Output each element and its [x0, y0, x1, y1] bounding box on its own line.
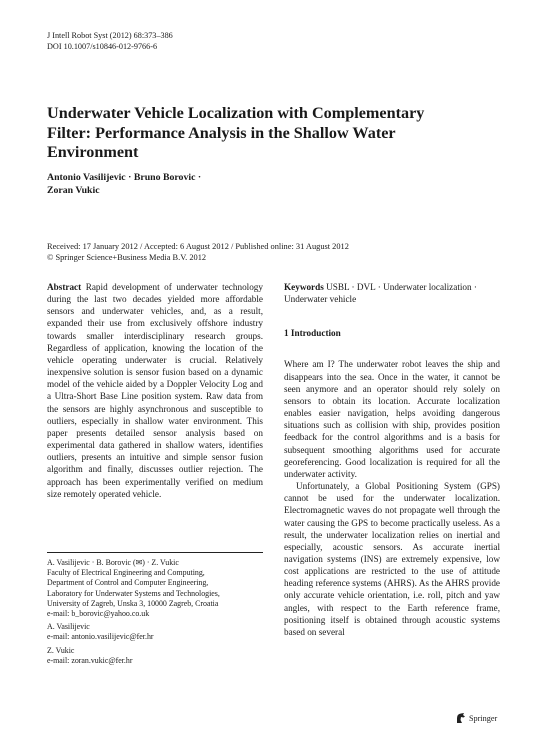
publisher-name: Springer [469, 713, 498, 723]
keywords [284, 281, 500, 305]
journal-reference: J Intell Robot Syst (2012) 68:373–386 [47, 31, 173, 40]
doi: DOI 10.1007/s10846-012-9766-6 [47, 42, 158, 51]
authors-line-1: Antonio Vasilijevic · Bruno Borovic · [47, 172, 202, 183]
paper-title: Underwater Vehicle Localization with Complementary Filter: Performance Analysis in the Shallow Water Environment [47, 104, 425, 161]
keywords-label: Keywords [284, 282, 324, 292]
section-heading-introduction: 1 Introduction [284, 328, 341, 339]
springer-horse-icon [455, 712, 466, 724]
author-affiliations [47, 558, 263, 669]
author-name: Z. Vukic [47, 645, 75, 655]
right-column [284, 281, 500, 638]
author-email[interactable]: e-mail: antonio.vasilijevic@fer.hr [47, 632, 154, 642]
affiliation-names: A. Vasilijevic · B. Borovic (✉) · Z. Vukic [47, 558, 179, 567]
running-header [47, 30, 173, 52]
footnote-divider [47, 552, 263, 553]
intro-paragraph-1: Where am I? The underwater robot leaves the ship and disappears into the sea. Once in the water, it cannot be seen anymore and an operator should rely solely on sensors to obtain its location. Accurate localization enables easier navigation, helps avoiding dangerous situations such as collision with ship, provides position feedback for the control algorithms and is a basis for subsequent smoothing algorithms used for accurate georeferencing. Good localization is required for all the underwater activity. [284, 359, 500, 479]
author-name: A. Vasilijevic [47, 622, 90, 632]
author-contact-vukic [47, 646, 263, 666]
affiliation-block [47, 558, 263, 619]
affiliation-line: University of Zagreb, Unska 3, 10000 Zagreb, Croatia [47, 598, 219, 608]
author-list [47, 171, 201, 197]
copyright-notice: © Springer Science+Business Media B.V. 2012 [47, 252, 207, 262]
corresponding-email[interactable]: e-mail: b_borovic@yahoo.co.uk [47, 609, 150, 619]
affiliation-line: Department of Control and Computer Engineering, [47, 578, 209, 588]
affiliation-line: Laboratory for Underwater Systems and Technologies, [47, 588, 220, 598]
publication-dates [47, 242, 349, 263]
author-contact-vasilijevic [47, 622, 263, 642]
keywords-text: USBL · DVL · Underwater localization · Underwater vehicle [284, 282, 477, 305]
affiliation-line: Faculty of Electrical Engineering and Computing, [47, 568, 205, 578]
abstract [47, 281, 263, 500]
publisher-logo [455, 712, 497, 724]
author-email[interactable]: e-mail: zoran.vukic@fer.hr [47, 655, 133, 665]
abstract-text: Rapid development of underwater technology during the last two decades yielded more affordable sensors and underwater vehicles, and, as a result, expanded their use from exclusively offshore industry towards smaller interdisciplinary research groups. Regardless of application, knowing the location of the vehicle operating underwater is crucial. Relatively inexpensive solution is sensor fusion based on a dynamic model of the vehicle aided by a Doppler Velocity Log and a Ultra-Short Base Line position system. Raw data from the sensors are highly asynchronous and susceptible to outliers, especially in shallow water environment. This paper presents detailed sensor analysis based on experimental data gathered in shallow waters, identifies outliers, presents an intuitive and simple sensor fusion algorithm and finally, discusses outlier rejection. The approach has been experimentally verified on medium size remotely operated vehicle. [47, 282, 263, 499]
received-accepted-dates: Received: 17 January 2012 / Accepted: 6 August 2012 / Published online: 31 August 2012 [47, 242, 349, 251]
intro-paragraph-2: Unfortunately, a Global Positioning System (GPS) cannot be used for the underwater localization. Electromagnetic waves do not propagate well through the water causing the GPS to become practically useless. As a result, the underwater localization relies on inertial and especially, acoustic sensors. As accurate inertial navigation systems (INS) are extremely expensive, low cost applications are restricted to the use of attitude heading reference systems (AHRS). As the AHRS provide only accurate vehicle orientation, i.e. roll, pitch and yaw angles, with respect to the Earth reference frame, positioning itself is obtained through acoustic systems based on several [284, 481, 500, 637]
authors-line-2: Zoran Vukic [47, 185, 100, 196]
abstract-label: Abstract [47, 282, 82, 292]
